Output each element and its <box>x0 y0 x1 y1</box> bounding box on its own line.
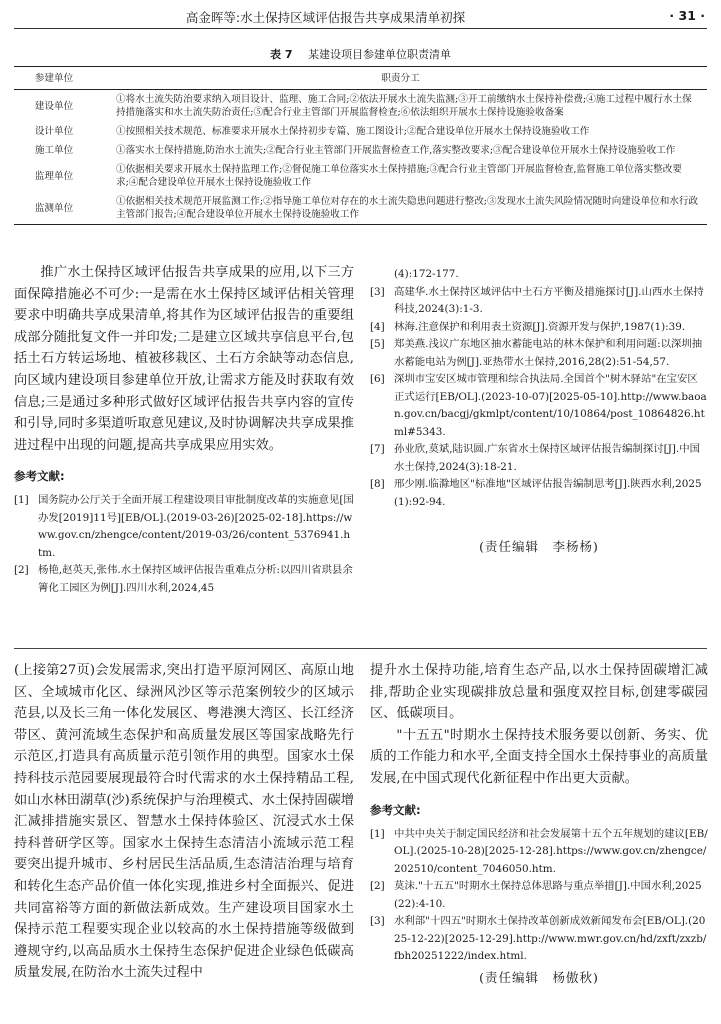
reference-item <box>370 319 708 337</box>
reference-item <box>370 826 708 879</box>
reference-text: 高建华.水土保持区域评估中土石方平衡及措施探讨[J].山西水土保持科技,2024(3):1-3. <box>394 285 704 315</box>
table-title: 某建设项目参建单位职责清单 <box>307 48 451 61</box>
reference-number: [6] <box>370 373 385 385</box>
table-cell-duty: ①落实水土保持措施,防治水土流失;②配合行业主管部门开展监督检查工作,落实整改要求;③配合建设单位开展水土保持设施验收工作 <box>116 145 676 156</box>
reference-number: [2] <box>370 880 385 893</box>
reference-text: 邢少刚.临滁地区"标准地"区域评估报告编制思考[J].陕西水利,2025(1):92-94. <box>394 478 702 508</box>
reference-number: [4] <box>370 320 385 333</box>
table-cell-unit: 施工单位 <box>34 145 74 156</box>
lower-right-column <box>370 660 708 1020</box>
table-cell-duty: ①将水土流失防治要求纳入项目设计、监理、施工合同;②依法开展水土流失监测;③开工前缴纳水土保持补偿费;④施工过程中履行水土保持措施落实和水土流失防治责任;⑤配合行业主管部门开展监督检查;⑥依法组织开展水土保持设施验收备案 <box>116 94 692 118</box>
upper-left-column <box>14 262 354 646</box>
reference-item <box>370 371 708 441</box>
table-cell-duty: ①依据相关技术规范开展监测工作;②指导施工单位对存在的水土流失隐患问题进行整改;③发现水土流失风险情况随时向建设单位和水行政主管部门报告;④配合建设单位开展水土保持设施验收工作 <box>94 192 707 225</box>
reference-text: 孙业欣,莫斌,陆识圆.广东省水土保持区域评估报告编制探讨[J].中国水土保持,2024(3):18-21. <box>394 443 701 473</box>
table-cell-duty: ①按照相关技术规范、标准要求开展水土保持初步专篇、施工图设计;②配合建设单位开展水土保持设施验收工作 <box>116 126 590 137</box>
reference-item <box>370 913 708 966</box>
reference-item <box>14 562 354 597</box>
body-paragraph: 推广水土保持区域评估报告共享成果的应用,以下三方面保障措施必不可少:一是需在水土保持区域评估相关管理要求中明确共享成果清单,将其作为区域评估报告的重要组成部分随批复文件一并印发;二是建立区域共享信息平台,包括土石方转运场地、植被移栽区、土石方余缺等动态信息,向区域内建设项目参建单位开放,让需求方能及时获取有效信息;三是通过多种形式做好区域评估报告共享内容的宣传和引导,同时多渠道听取意见建议,及时协调解决共享成果推进过程中出现的问题,提高共享成果应用实效。 <box>14 265 354 453</box>
column-header-unit: 参建单位 <box>14 67 94 90</box>
responsible-editor: (责任编辑 李杨杨) <box>479 539 599 554</box>
table-row <box>14 122 707 141</box>
table-row <box>14 90 707 123</box>
running-header <box>14 6 707 29</box>
body-paragraph: (上接第27页)会发展需求,突出打造平原河网区、高原山地区、全域城市化区、绿洲风沙区等示范案例较少的区域示范县,以及长三角一体化发展区、粤港澳大湾区、长江经济带区、黄河流域生态保护和高质量发展区等国家战略先行示范区,打造具有高质量示范引领作用的典型。国家水土保持科技示范园要展现最符合时代需求的水土保持精品工程,如山水林田湖草(沙)系统保护与治理模式、水土保持固碳增汇减排措施实景区、智慧水土保持体验区、沉浸式水土保持科普研学区等。国家水土保持生态清洁小流域示范工程要突出提升城市、乡村居民生活品质,生态清洁治理与培育和转化生态产品价值一体化实现,推进乡村全面振兴、促进共同富裕等方面的新做法新成效。生产建设项目国家水土保持示范工程要实现企业以较高的水土保持措施等级做到遵规守约,以高品质水土保持生态保护促进企业绿色低碳高质量发展,在防治水土流失过程中 <box>14 663 354 981</box>
references-heading: 参考文献: <box>370 802 421 817</box>
table-number: 表 7 <box>270 48 293 61</box>
reference-item <box>370 441 708 476</box>
body-paragraph: "十五五"时期水土保持技术服务要以创新、务实、优质的工作能力和水平,全面支持全国水土保持事业的高质量发展,在中国式现代化新征程中作出更大贡献。 <box>370 727 708 786</box>
reference-number: [3] <box>370 915 385 928</box>
references-heading: 参考文献: <box>14 469 65 484</box>
reference-text: 水利部"十四五"时期水土保持改革创新成效新闻发布会[EB/OL].(2025-12-22)[2025-12-29].http://www.mwr.gov.cn/hd/zxft/zxzb/fbh20251222/index.html. <box>394 915 707 963</box>
table-cell-unit: 建设单位 <box>34 100 74 112</box>
reference-text: 中共中央关于制定国民经济和社会发展第十五个五年规划的建议[EB/OL].(2025-10-28)[2025-12-28].https://www.gov.cn/zhengce/202510/content_7046050.htm. <box>394 827 708 875</box>
reference-item <box>14 492 354 562</box>
reference-number: [3] <box>370 285 385 298</box>
table-row <box>14 160 707 192</box>
reference-number: [7] <box>370 443 385 455</box>
reference-item <box>370 878 708 913</box>
reference-text: 深圳市宝安区城市管理和综合执法局.全国首个"树木驿站"在宝安区正式运行[EB/OL].(2023-10-07)[2025-05-10].http://www.baoan.gov.cn/bacgj/gkmlpt/content/10/10864/post_10864826.html#5343. <box>394 373 707 438</box>
header-title: 高金晖等:水土保持区域评估报告共享成果清单初探 <box>185 10 466 25</box>
column-header-duty: 职责分工 <box>94 67 707 90</box>
table-cell-unit: 监测单位 <box>14 192 94 225</box>
table-header-row <box>14 67 707 90</box>
table-cell-duty: ①依据相关要求开展水土保持监理工作;②督促施工单位落实水土保持措施;③配合行业主管部门开展监督检查,监督施工单位落实整改要求;④配合建设单位开展水土保持设施验收工作 <box>116 164 682 188</box>
reference-text: (4):172-177. <box>394 268 459 280</box>
reference-text: 杨艳,赵英天,张伟.水土保持区域评估报告重难点分析:以四川省珙县余箐化工园区为例[J].四川水利,2024,45 <box>38 564 353 594</box>
section-divider <box>14 648 707 649</box>
reference-number: [8] <box>370 478 385 490</box>
reference-text: 莫沫."十五五"时期水土保持总体思路与重点举措[J].中国水利,2025(22):4-10. <box>394 880 702 910</box>
body-paragraph: 提升水土保持功能,培育生态产品,以水土保持固碳增汇减排,帮助企业实现碳排放总量和强度双控目标,创建零碳园区、低碳项目。 <box>370 663 708 722</box>
reference-number: [1] <box>14 494 29 507</box>
page-number: · 31 · <box>669 8 705 23</box>
table-row <box>14 192 707 225</box>
reference-item <box>370 284 708 319</box>
reference-number: [1] <box>370 827 385 840</box>
reference-item <box>370 336 708 371</box>
responsible-editor: (责任编辑 杨傲秋) <box>479 969 599 985</box>
reference-text: 林海.注意保护和利用表土资源[J].资源开发与保护,1987(1):39. <box>394 320 686 333</box>
reference-text: 国务院办公厅关于全面开展工程建设项目审批制度改革的实施意见[国办发[2019]11号][EB/OL].(2019-03-26)[2025-02-18].https://www.gov.cn/zhengce/content/2019-03/26/content_5376941.htm. <box>38 494 354 559</box>
reference-text: 郑美燕.浅议广东地区抽水蓄能电站的林木保护和利用问题:以深圳抽水蓄能电站为例[J].亚热带水土保持,2016,28(2):51-54,57. <box>394 338 703 368</box>
table-cell-unit: 设计单位 <box>34 126 74 137</box>
reference-item <box>370 476 708 511</box>
table-cell-unit: 监理单位 <box>34 170 74 182</box>
upper-right-column <box>370 266 708 646</box>
table-row <box>14 141 707 160</box>
reference-number: [5] <box>370 338 385 350</box>
reference-item <box>370 266 708 284</box>
table-caption <box>0 46 721 62</box>
lower-left-column <box>14 660 354 1020</box>
reference-number: [2] <box>14 564 29 577</box>
responsibility-table <box>14 66 707 225</box>
